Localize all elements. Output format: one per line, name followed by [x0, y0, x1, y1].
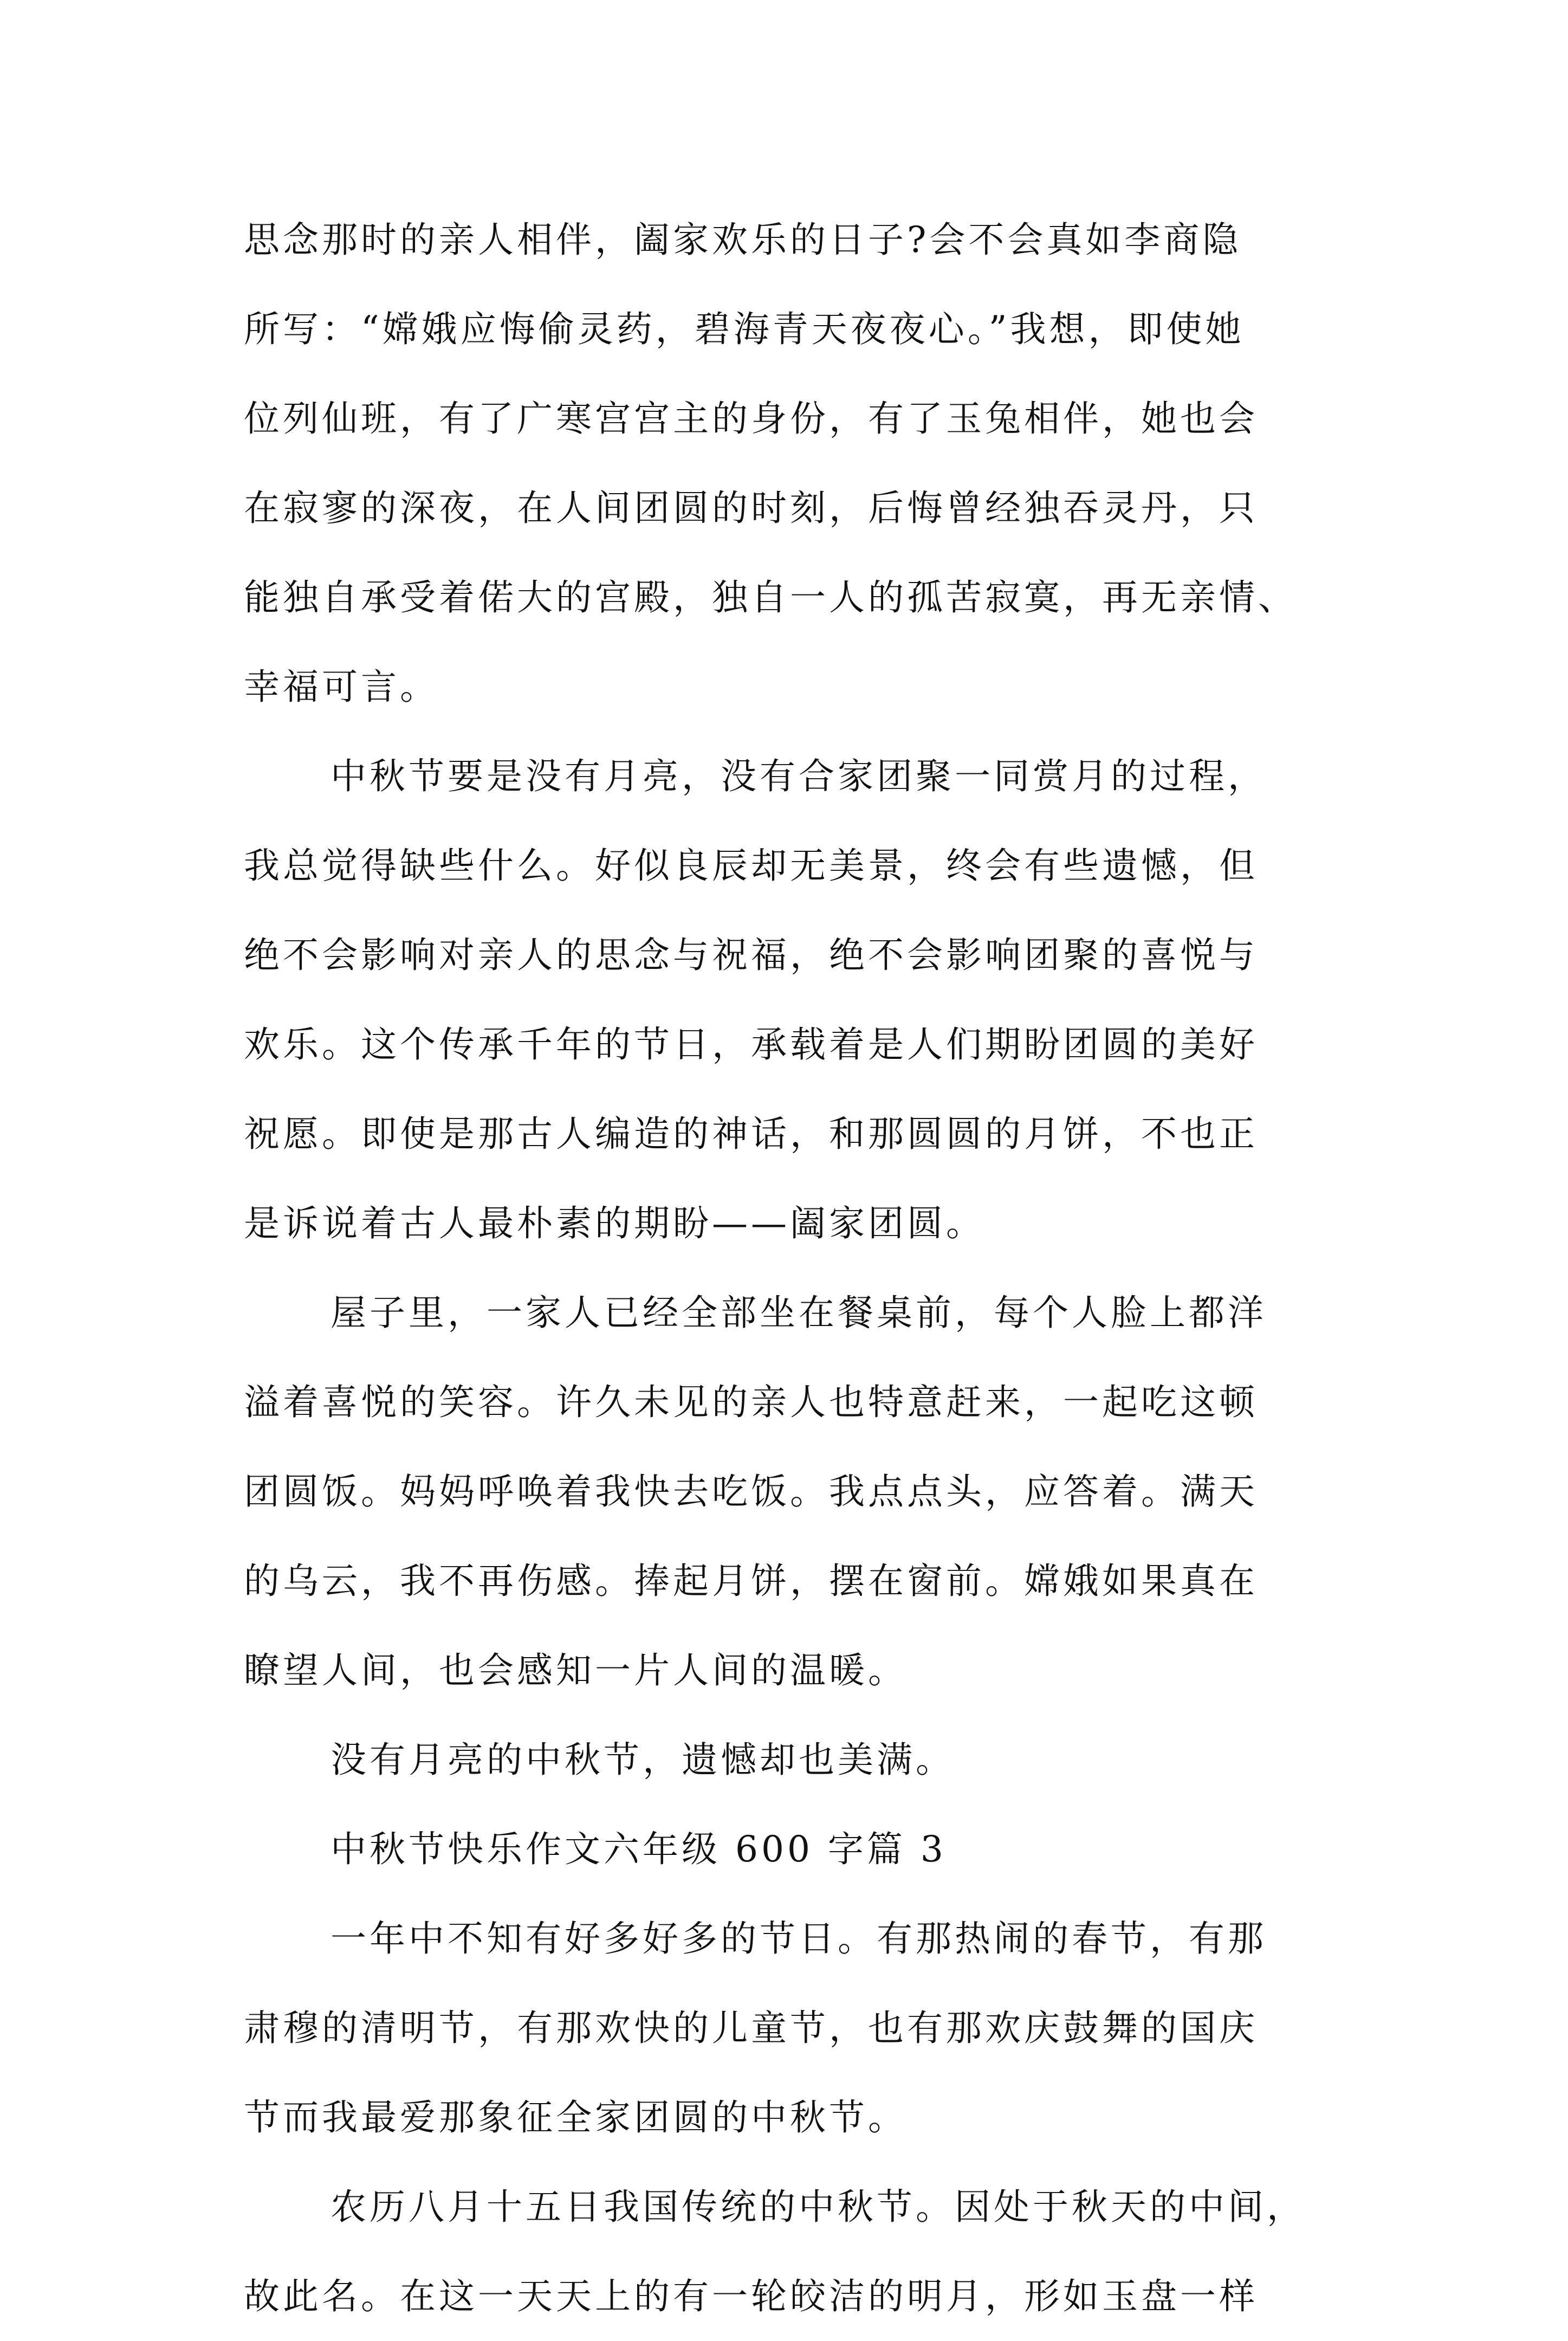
text-line: 的乌云，我不再伤感。捧起月饼，摆在窗前。嫦娥如果真在	[244, 1560, 1258, 1602]
text-line: 溢着喜悦的笑容。许久未见的亲人也特意赶来，一起吃这顿	[244, 1381, 1258, 1423]
section-heading-text: 中秋节快乐作文六年级 600 字篇 3	[331, 1828, 947, 1870]
text-line: 瞭望人间，也会感知一片人间的温暖。	[244, 1650, 907, 1691]
text-line: 思念那时的亲人相伴，阖家欢乐的日子?会不会真如李商隐	[244, 219, 1242, 261]
text-line: 祝愿。即使是那古人编造的神话，和那圆圆的月饼，不也正	[244, 1113, 1258, 1155]
text-line: 没有月亮的中秋节，遗憾却也美满。	[331, 1739, 955, 1781]
text-line: 是诉说着古人最朴素的期盼——阖家团圆。	[244, 1202, 985, 1244]
text-line: 在寂寥的深夜，在人间团圆的时刻，后悔曾经独吞灵丹，只	[244, 487, 1258, 529]
text-line: 屋子里，一家人已经全部坐在餐桌前，每个人脸上都洋	[331, 1292, 1267, 1334]
text-line: 中秋节要是没有月亮，没有合家团聚一同赏月的过程，	[331, 755, 1267, 797]
document-body	[244, 195, 1338, 2341]
paragraph	[244, 2162, 1338, 2341]
paragraph	[244, 1715, 1338, 1805]
text-line: 我总觉得缺些什么。好似良辰却无美景，终会有些遗憾，但	[244, 845, 1258, 887]
paragraph	[244, 732, 1338, 1268]
text-line: 肃穆的清明节，有那欢快的儿童节，也有那欢庆鼓舞的国庆	[244, 2007, 1258, 2049]
text-line: 所写：“嫦娥应悔偷灵药，碧海青天夜夜心。”我想，即使她	[244, 308, 1245, 350]
text-line: 节而我最爱那象征全家团圆的中秋节。	[244, 2097, 907, 2138]
text-line: 位列仙班，有了广寒宫宫主的身份，有了玉兔相伴，她也会	[244, 398, 1258, 439]
paragraph	[244, 195, 1338, 732]
text-line: 农历八月十五日我国传统的中秋节。因处于秋天的中间，	[331, 2186, 1306, 2228]
text-line: 一年中不知有好多好多的节日。有那热闹的春节，有那	[331, 1918, 1267, 1960]
text-line: 能独自承受着偌大的宫殿，独自一人的孤苦寂寞，再无亲情、	[244, 577, 1297, 618]
text-line: 欢乐。这个传承千年的节日，承载着是人们期盼团圆的美好	[244, 1024, 1258, 1065]
section-heading	[244, 1805, 1338, 1894]
paragraph	[244, 1894, 1338, 2162]
text-line: 幸福可言。	[244, 666, 439, 708]
text-line: 故此名。在这一天天上的有一轮皎洁的明月，形如玉盘一样	[244, 2275, 1258, 2317]
text-line: 绝不会影响对亲人的思念与祝福，绝不会影响团聚的喜悦与	[244, 934, 1258, 976]
text-line: 团圆饭。妈妈呼唤着我快去吃饭。我点点头，应答着。满天	[244, 1471, 1258, 1512]
paragraph	[244, 1268, 1338, 1715]
